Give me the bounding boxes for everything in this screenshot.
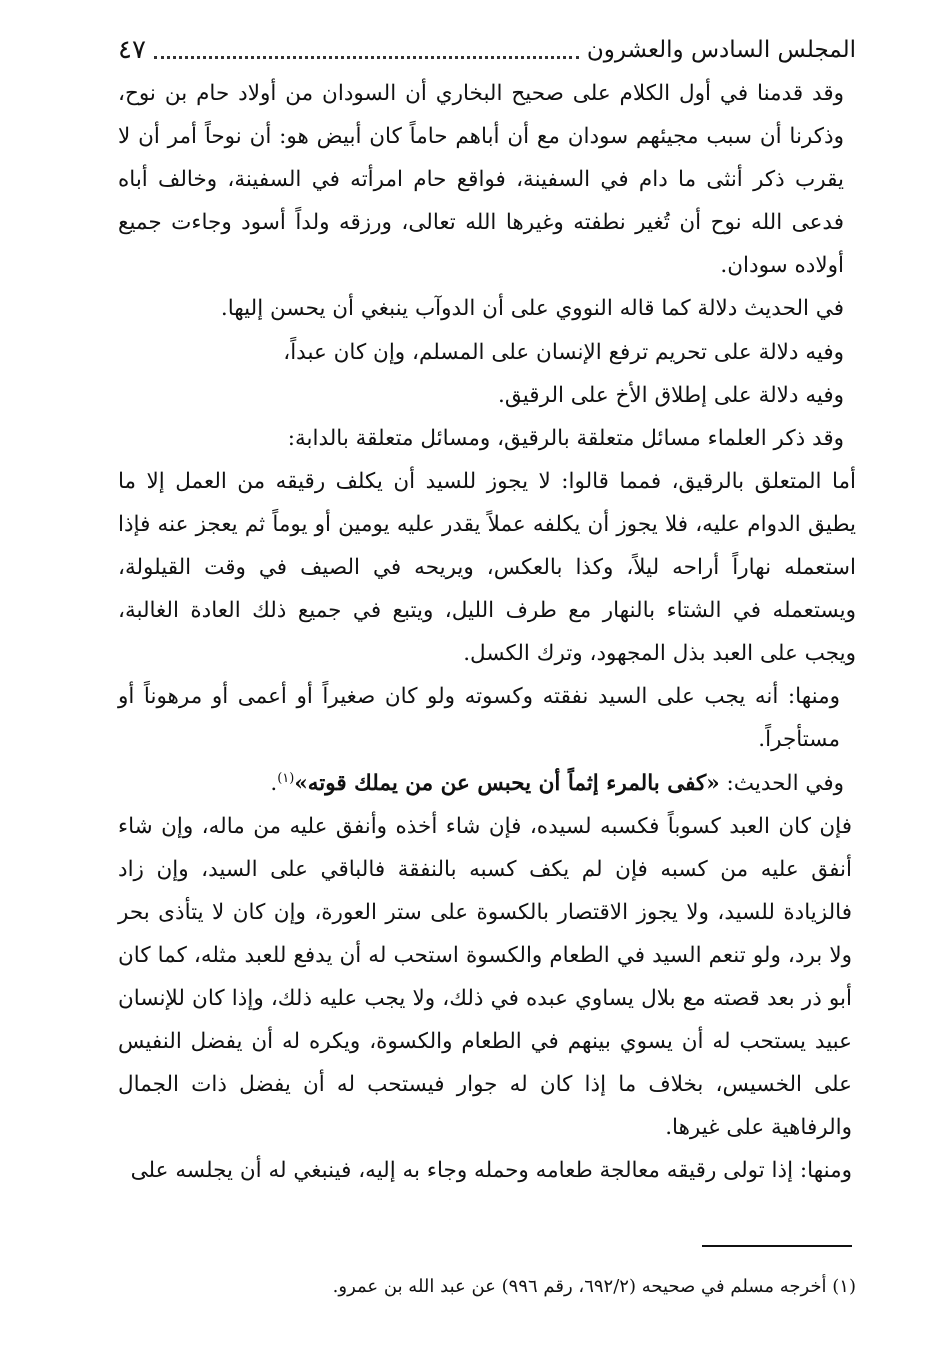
page-number: ٤٧ <box>118 35 146 65</box>
paragraph: وفيه دلالة على إطلاق الأخ على الرقيق. <box>498 382 844 408</box>
running-header <box>118 28 856 72</box>
footnote-reference[interactable]: (١) <box>277 770 295 786</box>
hadith-suffix: . <box>270 770 278 796</box>
paragraph: أما المتعلق بالرقيق، فمما قالوا: لا يجوز للسيد أن يكلف رقيقه من العمل إلا ما يطيق الدوام عليه، فلا يجوز أن يكلفه عملاً يقدر عليه يومين أو يوماً ثم يعجز عنه فإذا استعمله نهاراً أراحه ليلاً، وكذا بالعكس، ويريحه في الصيف في وقت القيلولة، ويستعمله في الشتاء بالنهار مع طرف الليل، ويتبع في جميع ذلك العادة الغالبة، ويجب على العبد بذل المجهود، وترك الكسل. <box>118 468 856 667</box>
paragraph: ومنها: إذا تولى رقيقه معالجة طعامه وحمله وجاء به إليه، فينبغي له أن يجلسه على <box>130 1158 852 1184</box>
footnote: (١) أخرجه مسلم في صحيحه (٦٩٢/٢، رقم ٩٩٦) عن عبد الله بن عمرو. <box>332 1276 856 1297</box>
hadith-quote: «كفى بالمرء إثماً أن يحبس عن من يملك قوته» <box>294 770 720 796</box>
paragraph: فإن كان العبد كسوباً فكسبه لسيده، فإن شاء أخذه وأنفق عليه من ماله، وإن شاء أنفق عليه من كسبه فإن لم يكف كسبه بالنفقة فالباقي على السيد، وإن زاد فالزيادة للسيد، ولا يجوز الاقتصار بالكسوة على ستر العورة، وإن كان لا يتأذى بحر ولا برد، ولو تنعم السيد في الطعام والكسوة استحب له أن يدفع للعبد مثله، كما كان أبو ذر بعد قصته مع بلال يساوي عبده في ذلك، ولا يجب عليه ذلك، وإذا كان للإنسان عبيد يستحب له أن يسوي بينهم في الطعام والكسوة، ويكره له أن يفضل النفيس على الخسيس، بخلاف ما إذا كان له جوار فيستحب له أن يفضل ذات الجمال والرفاهية على غيرها. <box>118 813 852 1141</box>
paragraph: في الحديث دلالة كما قاله النووي على أن الدوآب ينبغي أن يحسن إليها. <box>220 296 844 322</box>
paragraph: وقد ذكر العلماء مسائل متعلقة بالرقيق، ومسائل متعلقة بالدابة: <box>287 425 844 451</box>
main-text <box>118 72 856 1192</box>
paragraph: ومنها: أنه يجب على السيد نفقته وكسوته ولو كان صغيراً أو أعمى أو مرهوناً أو مستأجراً. <box>118 684 840 753</box>
hadith-paragraph <box>118 762 856 805</box>
footnote-divider <box>702 1245 852 1247</box>
paragraph: وفيه دلالة على تحريم ترفع الإنسان على المسلم، وإن كان عبداً، <box>283 339 844 365</box>
chapter-title: المجلس السادس والعشرون <box>586 37 856 63</box>
paragraph: وقد قدمنا في أول الكلام على صحيح البخاري أن السودان من أولاد حام بن نوح، وذكرنا أن سبب مجيئهم سودان مع أن أباهم حاماً كان أبيض هو: أن نوحاً أمر أن لا يقرب ذكر أنثى ما دام في السفينة، فواقع حام امرأته في السفينة، وخالف أباه فدعى الله نوح أن تُغير نطفته وغيرها الله تعالى، ورزقه ولداً أسود وجاءت جميع أولاده سودان. <box>118 81 844 279</box>
dotted-leader <box>154 42 579 59</box>
hadith-prefix: وفي الحديث: <box>719 770 844 796</box>
